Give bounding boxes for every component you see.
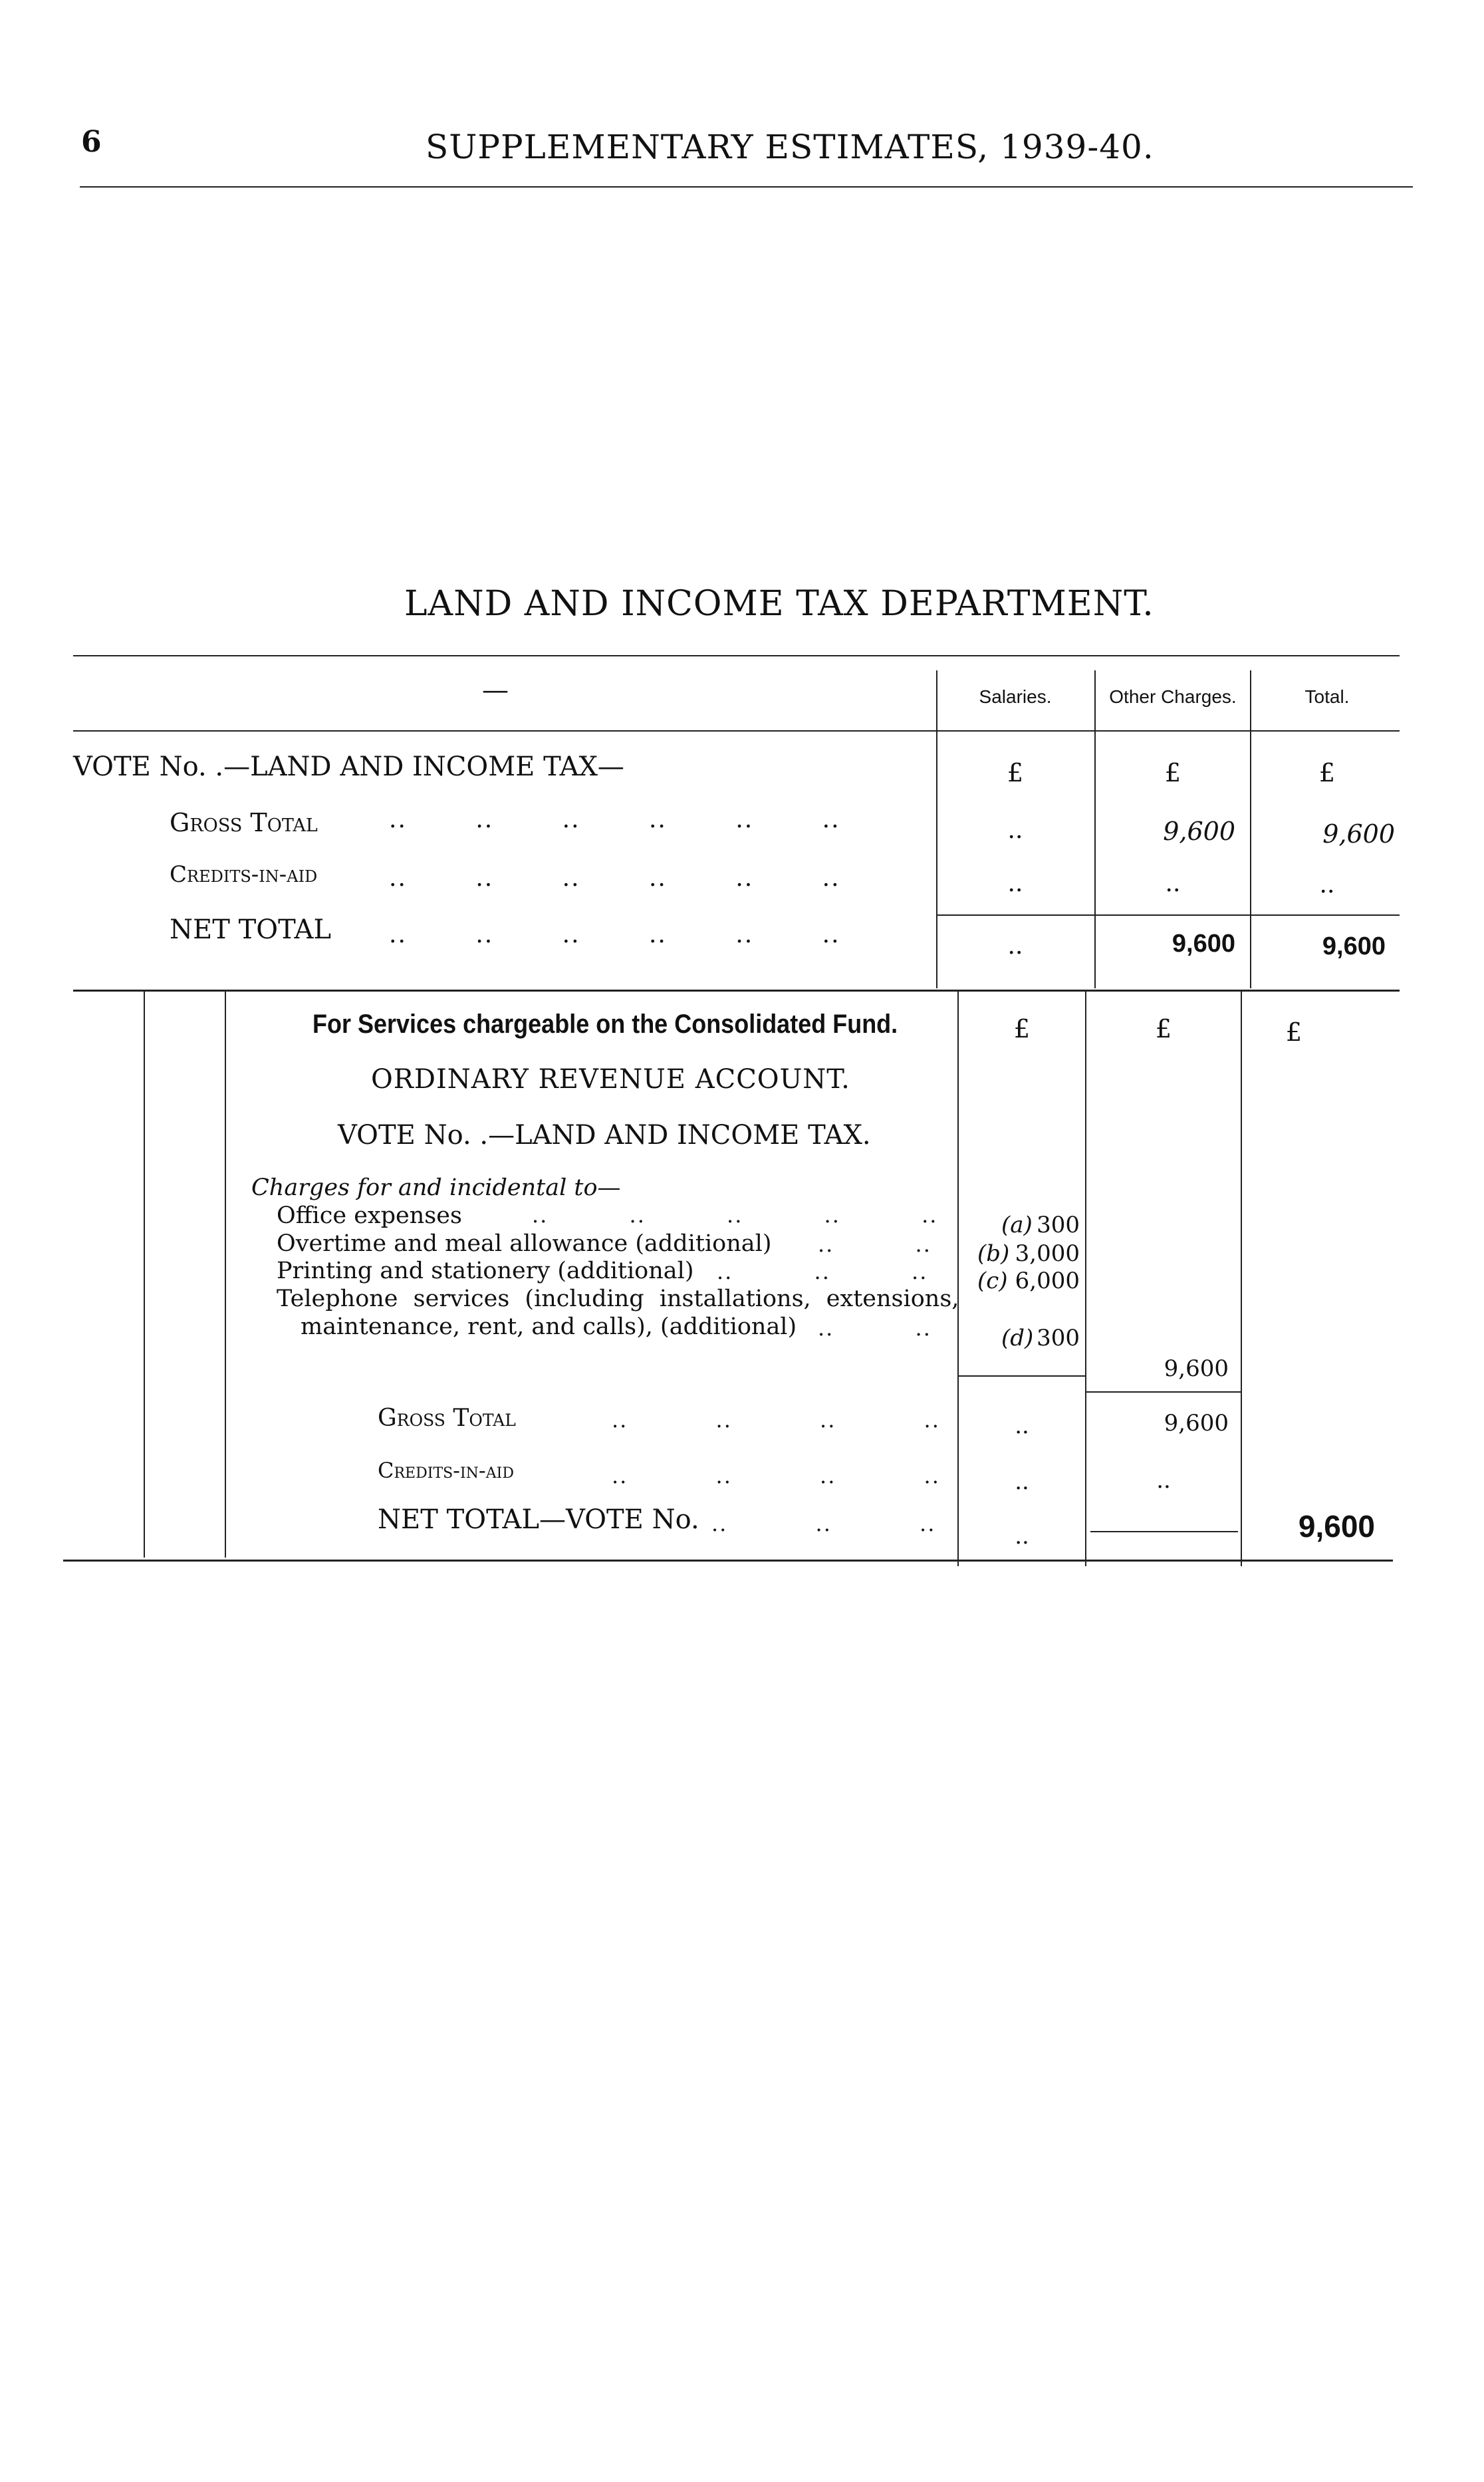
summary-vote-heading: VOTE No. .—LAND AND INCOME TAX—	[73, 752, 624, 782]
detail-margin-rule-1	[144, 991, 145, 1558]
detail-item-overtime-dots: .. ..	[818, 1232, 931, 1257]
summary-col-divider-1	[936, 670, 937, 988]
detail-row-net-salaries: ..	[1015, 1523, 1029, 1550]
running-title: SUPPLEMENTARY ESTIMATES, 1939-40.	[426, 128, 1154, 166]
detail-charges-intro: Charges for and incidental to—	[251, 1174, 621, 1201]
summary-row-net-label: NET TOTAL	[170, 914, 332, 945]
detail-item-telephone-amount: 300	[1037, 1325, 1080, 1351]
detail-currency-other: £	[1155, 1014, 1172, 1043]
detail-margin-rule-2	[225, 991, 226, 1558]
summary-row-net-dots: .. .. .. .. .. ..	[389, 921, 840, 948]
summary-row-net-other: 9,600	[1172, 930, 1235, 958]
detail-account: ORDINARY REVENUE ACCOUNT.	[371, 1064, 850, 1095]
detail-item-overtime-amount: 3,000	[1015, 1240, 1080, 1267]
detail-item-office-amount: 300	[1037, 1212, 1080, 1238]
detail-heading: For Services chargeable on the Consolidated Fund.	[312, 1010, 898, 1039]
detail-row-credits-label: Credits-in-aid	[378, 1458, 514, 1483]
detail-row-credits-dots: .. .. .. ..	[612, 1463, 940, 1488]
department-title: LAND AND INCOME TAX DEPARTMENT.	[404, 584, 1154, 624]
summary-row-gross-dots: .. .. .. .. .. ..	[389, 806, 840, 833]
detail-net-rule	[1090, 1531, 1238, 1532]
detail-item-office: Office expenses	[277, 1202, 462, 1229]
summary-row-net-total: 9,600	[1322, 932, 1386, 960]
detail-item-telephone-dots: .. ..	[818, 1315, 931, 1341]
summary-row-gross-total: 9,600	[1322, 819, 1395, 849]
detail-item-printing: Printing and stationery (additional)	[277, 1258, 694, 1284]
detail-item-overtime-ref: (b)	[977, 1240, 1010, 1267]
detail-other-subtotal-rule	[1086, 1391, 1241, 1393]
summary-col-salaries: Salaries.	[979, 686, 1052, 707]
summary-row-gross-other: 9,600	[1163, 817, 1235, 846]
summary-col-description: —	[482, 675, 509, 706]
summary-row-credits-label: Credits-in-aid	[170, 861, 318, 888]
summary-row-credits-salaries: ..	[1007, 870, 1023, 897]
detail-item-telephone-line2: maintenance, rent, and calls), (additional)	[301, 1313, 797, 1340]
detail-row-gross-other: 9,600	[1164, 1410, 1229, 1437]
detail-item-office-dots: .. .. .. .. ..	[532, 1202, 938, 1228]
detail-salaries-subtotal-rule	[959, 1375, 1085, 1377]
summary-col-other-charges: Other Charges.	[1109, 686, 1237, 707]
detail-col-divider-3	[1241, 991, 1242, 1566]
detail-item-telephone-ref: (d)	[1001, 1325, 1034, 1351]
header-rule	[80, 186, 1413, 188]
summary-currency-other: £	[1164, 758, 1181, 787]
detail-col-divider-1	[957, 991, 959, 1566]
summary-col-divider-2	[1094, 670, 1096, 988]
summary-row-credits-dots: .. .. .. .. .. ..	[389, 865, 840, 892]
summary-net-rule	[936, 914, 1400, 916]
detail-row-gross-salaries: ..	[1015, 1413, 1029, 1439]
page-number: 6	[81, 125, 102, 159]
detail-item-telephone-line1: Telephone services (including installations, extensions,	[277, 1286, 959, 1312]
detail-item-printing-ref: (c)	[977, 1268, 1008, 1294]
summary-col-total: Total.	[1304, 686, 1350, 707]
summary-row-gross-label: Gross Total	[170, 808, 318, 837]
detail-row-net-dots: .. .. ..	[711, 1511, 936, 1536]
summary-row-net-salaries: ..	[1007, 932, 1023, 960]
summary-row-gross-salaries: ..	[1007, 817, 1023, 844]
summary-row-credits-other: ..	[1165, 870, 1181, 897]
summary-currency-total: £	[1318, 758, 1336, 787]
detail-currency-total: £	[1285, 1018, 1302, 1047]
detail-row-credits-salaries: ..	[1015, 1468, 1029, 1495]
detail-row-gross-dots: .. .. .. ..	[612, 1407, 940, 1433]
detail-row-net-total: 9,600	[1298, 1509, 1375, 1544]
summary-col-divider-3	[1250, 670, 1251, 988]
detail-item-office-ref: (a)	[1001, 1212, 1033, 1238]
detail-currency-salaries: £	[1013, 1014, 1031, 1043]
detail-vote: VOTE No. .—LAND AND INCOME TAX.	[338, 1120, 871, 1151]
summary-top-rule	[73, 655, 1400, 656]
summary-currency-salaries: £	[1007, 758, 1024, 787]
detail-row-net-label: NET TOTAL—VOTE No.	[378, 1504, 699, 1535]
summary-row-credits-total: ..	[1319, 871, 1335, 898]
summary-bottom-rule	[73, 990, 1400, 992]
summary-header-rule	[73, 730, 1400, 732]
detail-row-gross-label: Gross Total	[378, 1405, 516, 1432]
detail-subtotal-other: 9,600	[1164, 1355, 1229, 1382]
detail-item-printing-dots: .. .. ..	[717, 1259, 928, 1284]
detail-col-divider-2	[1085, 991, 1086, 1566]
detail-bottom-rule	[63, 1560, 1393, 1562]
detail-item-overtime: Overtime and meal allowance (additional)	[277, 1230, 772, 1257]
detail-row-credits-other: ..	[1156, 1467, 1171, 1494]
detail-item-printing-amount: 6,000	[1015, 1268, 1080, 1294]
